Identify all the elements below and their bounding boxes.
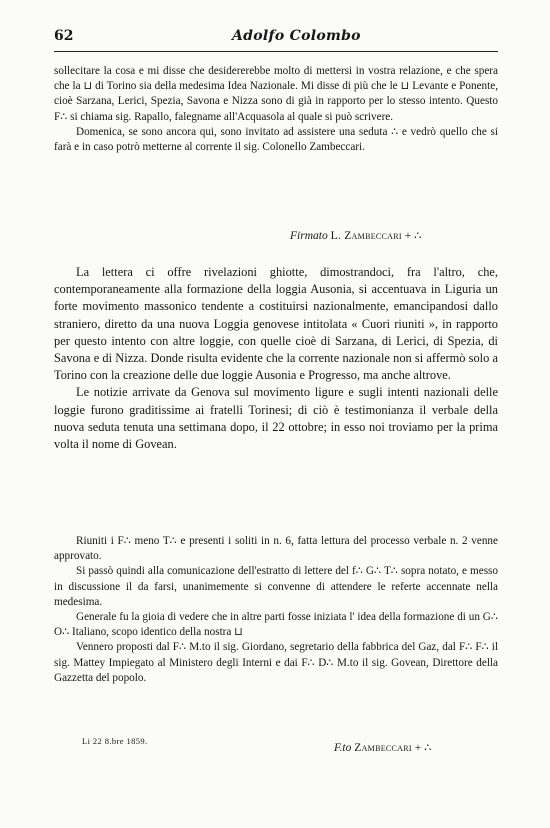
signature-suffix: + ∴ [404,230,422,242]
signature-prefix: F.to [334,742,352,754]
main-text [54,264,498,453]
quoted-letter [54,64,498,155]
letter-signature [290,228,421,242]
signature-prefix: Firmato [290,230,328,242]
page-number: 62 [54,28,74,44]
minutes-paragraph: Si passò quindi alla comunicazione dell'estratto di lettere del f∴ G∴ T∴ sopra notato, e messo in discussione il da farsi, unanimemente si convenne di attendere le referte accennate nella medesima. [54,565,498,608]
running-head: Adolfo Colombo [232,28,361,44]
body-paragraph: Le notizie arrivate da Genova sul movimento ligure e sugli intenti nazionali delle loggie furono graditissime ai fratelli Torinesi; di ciò è testimonianza il verbale della nuova seduta tenuta una settimana dopo, il 22 ottobre; in esso noi troviamo per la prima volta il nome di Govean. [54,385,498,452]
quoted-paragraph: Domenica, se sono ancora qui, sono invitato ad assistere una seduta ∴ e vedrò quello che si farà e in caso potrò metterne al corrente il sig. Colonello Zambeccari. [54,125,498,154]
meeting-minutes [54,534,498,686]
signature-name: L. Zambeccari [330,230,402,242]
minutes-date: Li 22 8.bre 1859. [82,736,148,746]
signature-name: Zambeccari [354,742,412,754]
header-rule [54,51,498,52]
body-paragraph: La lettera ci offre rivelazioni ghiotte, dimostrandoci, fra l'altro, che, contemporaneamente alla formazione della loggia Ausonia, si accentuava in Liguria un forte movimento massonico tendente a costituirsi nazionalmente, emancipandosi dallo straniero, diretto da una nuova Loggia genovese intitolata « Cuori riuniti », in rapporto per questo intento con altre loggie, con quelle cioè di Sarzana, di Lerici, di Spezia, di Savona e di Nizza. Donde risulta evidente che la corrente nazionale non si affermò solo a Torino con la creazione delle due loggie Ausonia e Progresso, ma anche altrove. [54,265,498,383]
page-header [54,28,500,48]
minutes-paragraph: Riuniti i F∴ meno T∴ e presenti i soliti in n. 6, fatta lettura del processo verbale n. 2 venne approvato. [54,535,498,563]
signature-suffix: + ∴ [414,742,432,754]
minutes-signature [334,740,431,754]
quoted-paragraph: sollecitare la cosa e mi disse che desidererebbe molto di mettersi in vostra relazione, e che spera che la ⊔ di Torino sia della medesima Idea Nazionale. Mi disse di più che le ⊔ Levante e Ponente, cioè Sarzana, Lerici, Spezia, Savona e Nizza sono di già in rapporto per lo stesso intento. Questo F∴ si chiama sig. Rapallo, falegname all'Acquasola al quale si può scrivere. [54,65,498,123]
minutes-paragraph: Vennero proposti dal F∴ M.to il sig. Giordano, segretario della fabbrica del Gaz, dal F∴ F∴ il sig. Mattey Impiegato al Ministero degli Interni e dai F∴ D∴ M.to il sig. Govean, Direttore della Gazzetta del popolo. [54,641,498,684]
minutes-paragraph: Generale fu la gioia di vedere che in altre parti fosse iniziata l' idea della formazione di un G∴ O∴ Italiano, scopo identico della nostra ⊔ [54,611,498,639]
